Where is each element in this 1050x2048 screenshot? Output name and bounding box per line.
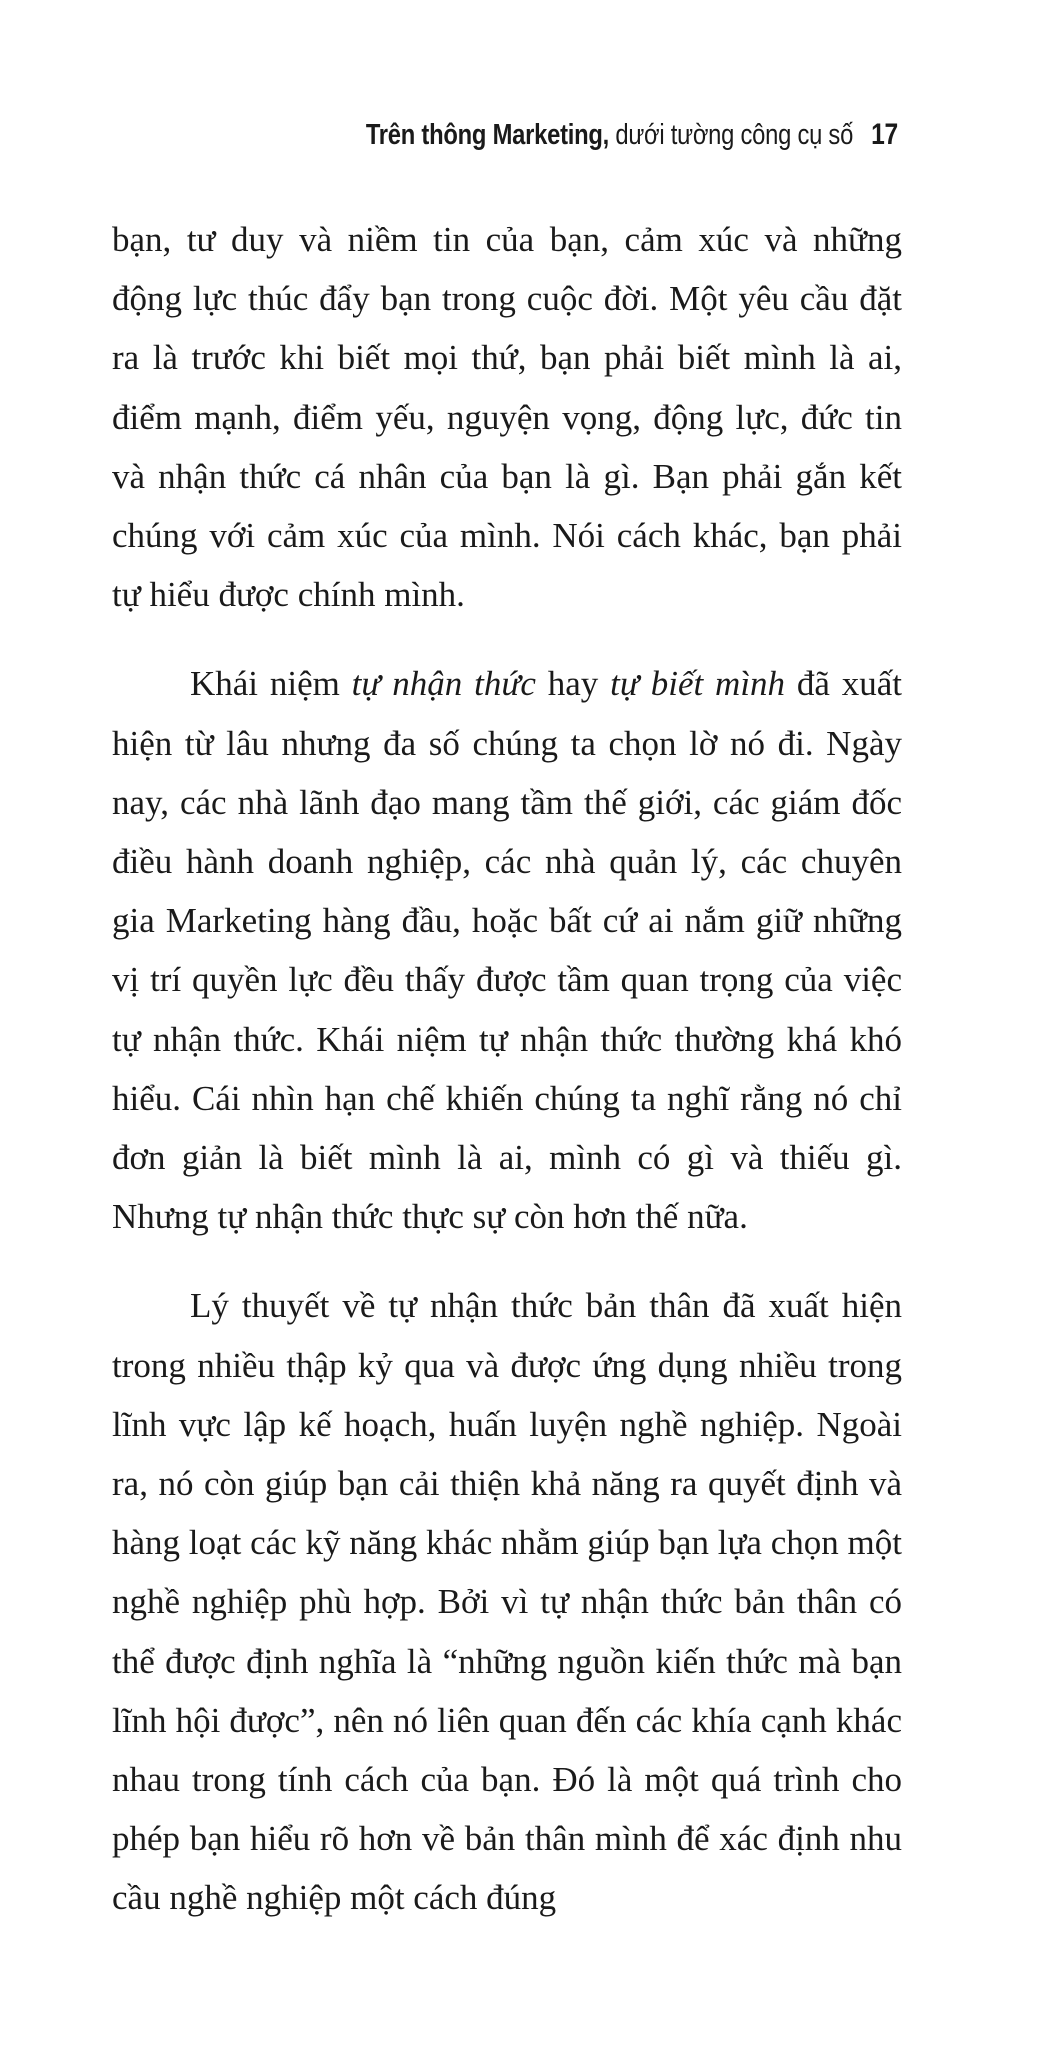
page-body (112, 210, 902, 1928)
term-self-awareness: tự nhận thức (351, 664, 536, 704)
paragraph-2-text-a: Khái niệm (190, 664, 352, 704)
paragraph-2-text-c: đã xuất hiện từ lâu nhưng đa số chúng ta chọn lờ nó đi. Ngày nay, các nhà lãnh đạo mang tầm thế giới, các giám đốc điều hành doanh nghiệp, các nhà quản lý, các chuyên gia Marketing hàng đầu, hoặc bất cứ ai nắm giữ những vị trí quyền lực đều thấy được tầm quan trọng của việc tự nhận thức. Khái niệm tự nhận thức thường khá khó hiểu. Cái nhìn hạn chế khiến chúng ta nghĩ rằng nó chỉ đơn giản là biết mình là ai, mình có gì và thiếu gì. Nhưng tự nhận thức thực sự còn hơn thế nữa. (112, 664, 902, 1237)
running-header (366, 118, 898, 152)
paragraph-2-text-b: hay (535, 664, 611, 704)
header-title-rest: dưới tường công cụ số (609, 119, 854, 151)
paragraph-2 (112, 654, 902, 1246)
paragraph-3: Lý thuyết về tự nhận thức bản thân đã xuất hiện trong nhiều thập kỷ qua và được ứng dụng nhiều trong lĩnh vực lập kế hoạch, huấn luyện nghề nghiệp. Ngoài ra, nó còn giúp bạn cải thiện khả năng ra quyết định và hàng loạt các kỹ năng khác nhằm giúp bạn lựa chọn một nghề nghiệp phù hợp. Bởi vì tự nhận thức bản thân có thể được định nghĩa là “những nguồn kiến thức mà bạn lĩnh hội được”, nên nó liên quan đến các khía cạnh khác nhau trong tính cách của bạn. Đó là một quá trình cho phép bạn hiểu rõ hơn về bản thân mình để xác định nhu cầu nghề nghiệp một cách đúng (112, 1286, 902, 1918)
paragraph-1: bạn, tư duy và niềm tin của bạn, cảm xúc và những động lực thúc đẩy bạn trong cuộc đời. Một yêu cầu đặt ra là trước khi biết mọi thứ, bạn phải biết mình là ai, điểm mạnh, điểm yếu, nguyện vọng, động lực, đức tin và nhận thức cá nhân của bạn là gì. Bạn phải gắn kết chúng với cảm xúc của mình. Nói cách khác, bạn phải tự hiểu được chính mình. (112, 220, 902, 615)
page-number: 17 (871, 118, 898, 151)
term-self-knowledge: tự biết mình (610, 664, 786, 704)
header-title-bold: Trên thông Marketing, (365, 119, 610, 151)
